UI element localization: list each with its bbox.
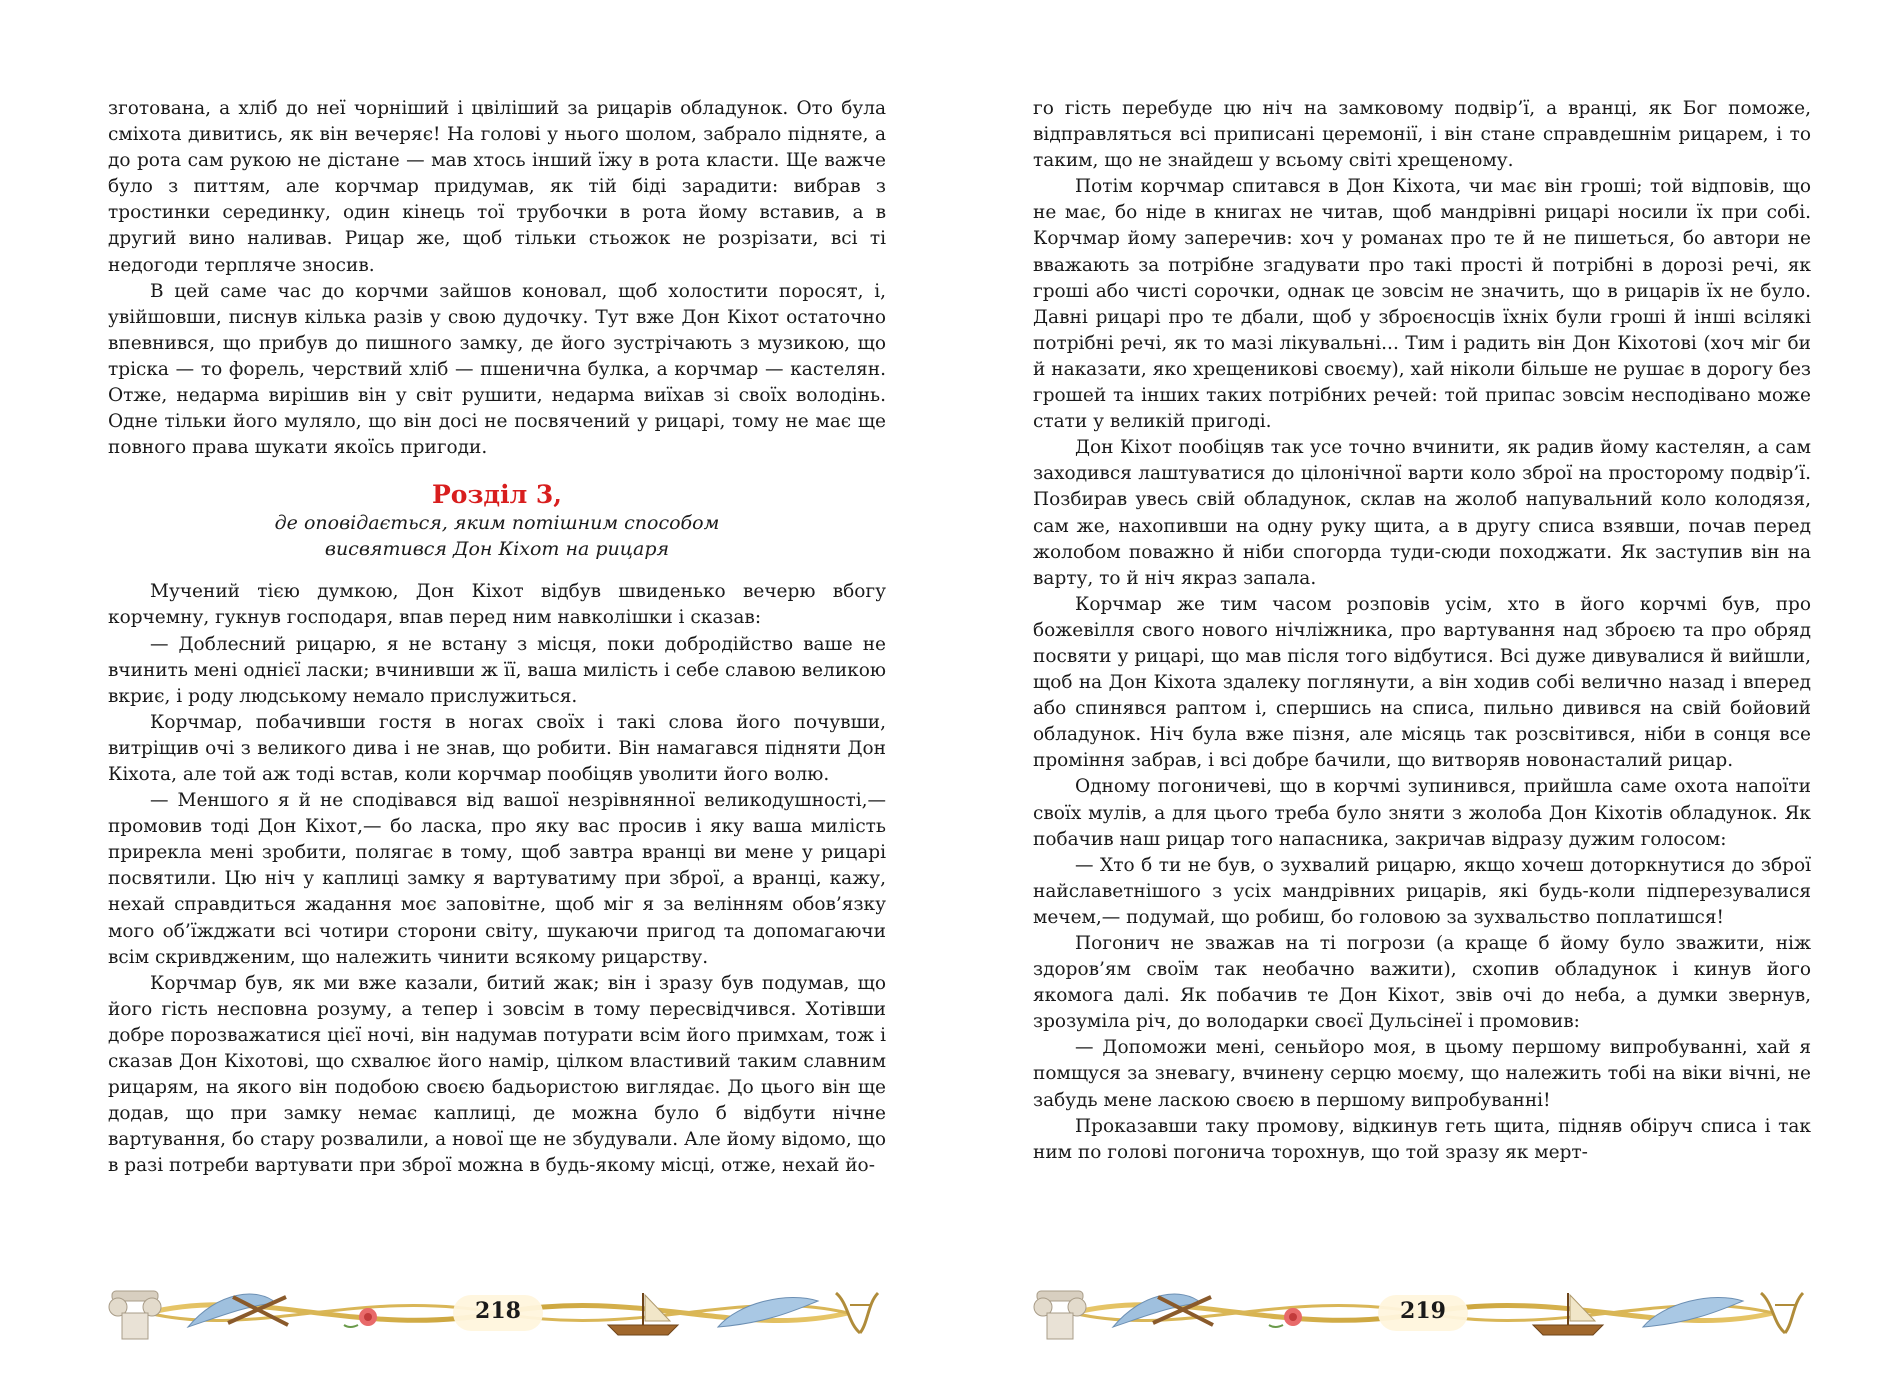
- chapter-title: Розділ 3,: [431, 480, 563, 510]
- footer-ornament-left: [108, 1283, 888, 1341]
- paragraph: Одному погоничеві, що в корчмі зупинився, прийшла саме охота напоїти своїх мулів, а для цього треба було зняти з жолоба Дон Кіхотів обладунок. Як побачив наш рицар того напасника, закричав відразу дужим голосом:: [1033, 776, 1811, 850]
- column-capital-icon: [1034, 1291, 1086, 1339]
- paragraph: Дон Кіхот пообіцяв так усе точно вчинити, як радив йому кастелян, а сам заходився лаштуватися до цілонічної варти коло зброї на просторому подвір’ї. Позбирав увесь свій обладунок, склав на жолоб напувальний коло колодязя, сам же, нахопивши на одну руку щита, а в другу списа взявши, почав перед жолобом поважно й ніби спогорда туди-сюди походжати. Як заступив він на варту, то й ніч якраз запала.: [1033, 437, 1811, 589]
- paragraph: зготована, а хліб до неї чорніший і цвіліший за рицарів обладунок. Ото була сміхота дивитись, як він вечеряє! На голові у нього шолом, забрало підняте, а до рота сам рукою не дістане — мав хтось інший їжу в рота класти. Ще важче було з питтям, але корчмар придумав, як тій біді зарадити: вибрав з тростинки серединку, один кінець тої трубочки в рота йому вставив, а в другий вино наливав. Рицар же, щоб тільки стьожок не розрізати, всі ті недогоди терпляче зносив.: [108, 98, 886, 276]
- paragraph: Погонич не зважав на ті погрози (а краще б йому було зважити, ніж здоров’ям своїм так необачно важити), схопив обладунок і кинув його якомога далі. Як побачив те Дон Кіхот, звів очі до неба, а думки звернув, зрозуміла річ, до володарки своєї Дульсінеї і промовив:: [1033, 933, 1811, 1033]
- chapter-subtitle-line-1: де оповідається, яким потішним способом: [274, 512, 720, 535]
- page-number: 218: [475, 1298, 521, 1324]
- paragraph: Корчмар був, як ми вже казали, битий жак; він і зразу був подумав, що його гість несповна розуму, а тепер і зовсім в тому пересвідчився. Хотівши добре порозважатися цієї ночі, він надумав потурати всім його примхам, тож і сказав Дон Кіхотові, що схвалює його намір, цілком властивий таким славним рицарям, на якого він подобою своєю бадьористою виглядає. До цього він ще додав, що при замку немає каплиці, де можна було б відбути нічне вартування, бо стару розвалили, а нової ще не збудували. Але йому відомо, що в разі потреби вартувати при зброї можна в будь-якому місці, отже, нехай йо-: [108, 972, 886, 1177]
- footer-ornament-right: [1033, 1283, 1813, 1341]
- paragraph: В цей саме час до корчми зайшов коновал, щоб холостити поросят, і, увійшовши, писнув кілька разів у свою дудочку. Тут вже Дон Кіхот остаточно впевнився, що прибув до пишного замку, де його зустрічають з музикою, що тріска — то форель, черствий хліб — пшенична булка, а корчмар — кастелян. Отже, недарма вирішив він у світ рушити, недарма виїхав зі своїх володінь. Одне тільки його муляло, що він досі не посвячений у рицарі, тому не має ще повного права шукати якоїсь пригоди.: [108, 280, 886, 459]
- page-number: 219: [1400, 1298, 1446, 1324]
- paragraph: — Доблесний рицарю, я не встану з місця, поки добродійство ваше не вчинить мені однієї ласки; вчинивши ж її, ваша милість і себе славою великою вкриє, і роду людському немало прислужиться.: [108, 633, 886, 707]
- paragraph: Потім корчмар спитався в Дон Кіхота, чи має він гроші; той відповів, що не має, бо ніде в книгах не читав, щоб мандрівні рицарі носили їх при собі. Корчмар йому заперечив: хоч у романах про те й не пишеться, бо автори не вважають за потрібне згадувати про такі прості й потрібні в дорозі речі, як гроші або чисті сорочки, однак це зовсім не значить, що в рицарів їх не було. Давні рицарі про те дбали, щоб у зброєносців їхніх були гроші й інші всілякі потрібні речі, як то мазі лікувальні... Тим і радить він Дон Кіхотові (хоч міг би й наказати, яко хрещеникові своєму), хай ніколи більше не рушає в дорогу без грошей та інших таких потрібних речей: той припас зовсім несподівано може стати у великій пригоді.: [1033, 176, 1811, 433]
- paragraph: — Меншого я й не сподівався від вашої незрівнянної великодушності,— промовив тоді Дон Кіхот,— бо ласка, про яку вас просив і яку ваша милість прирекла мені зробити, полягає в тому, щоб завтра вранці ви мене у рицарі посвятили. Цю ніч у каплиці замку я вартуватиму при зброї, а вранці, кажу, нехай справдиться жадання моє заповітне, щоб міг я за велінням обов’язку мого об’їжджати всі чотири сторони світу, шукаючи пригод та допомагаючи всім скривдженим, що належить чинити всякому рицарству.: [108, 790, 886, 968]
- column-capital-icon: [109, 1291, 161, 1339]
- paragraph: Проказавши таку промову, відкинув геть щита, підняв обіруч списа і так ним по голові погонича торохнув, що той зразу як мерт-: [1033, 1115, 1811, 1163]
- paragraph: — Хто б ти не був, о зухвалий рицарю, якщо хочеш доторкнутися до зброї найславетнішого з усіх мандрівних рицарів, які будь-коли підперезувалися мечем,— подумай, що робиш, бо головою за зухвальство поплатишся!: [1033, 854, 1811, 928]
- right-page: [1033, 96, 1811, 1306]
- paragraph: — Допоможи мені, сеньйоро моя, в цьому першому випробуванні, хай я помщуся за зневагу, вчинену серцю моєму, що належить тобі на віки вічні, не забудь мене ласкою своєю в першому випробуванні!: [1033, 1037, 1811, 1111]
- chapter-subtitle-line-2: висвятився Дон Кіхот на рицаря: [324, 538, 670, 561]
- chapter-heading: [108, 480, 886, 562]
- left-page-text-bottom: [108, 579, 886, 1179]
- left-page: [108, 96, 886, 1306]
- paragraph: Корчмар, побачивши гостя в ногах своїх і такі слова його почувши, витріщив очі з великого дива і не знав, що робити. Він намагався підняти Дон Кіхота, але той аж тоді встав, коли корчмар пообіцяв уволити його волю.: [108, 711, 886, 785]
- paragraph: го гість перебуде цю ніч на замковому подвір’ї, а вранці, як Бог поможе, відправляться всі приписані церемонії, і він стане справдешнім рицарем, і то таким, що не знайдеш у всьому світі хрещеному.: [1033, 98, 1811, 172]
- paragraph: Мучений тією думкою, Дон Кіхот відбув швиденько вечерю вбогу корчемну, гукнув господаря, впав перед ним навколішки і сказав:: [108, 581, 886, 629]
- left-page-text-top: [108, 96, 886, 461]
- paragraph: Корчмар же тим часом розповів усім, хто в його корчмі був, про божевілля свого нового нічліжника, про вартування над зброєю та про обряд посвяти у рицарі, що мав після того відбутися. Всі дуже дивувалися й вийшли, щоб на Дон Кіхота здалеку поглянути, а він ходив собі велично назад і вперед або спинявся раптом і, спершись на списа, пильно дивився на свій бойовий обладунок. Ніч була вже пізня, але місяць так розсвітився, ніби в сонця все проміння забрав, і всі добре бачили, що витворяв новонасталий рицар.: [1033, 593, 1811, 772]
- right-page-text: [1033, 96, 1811, 1166]
